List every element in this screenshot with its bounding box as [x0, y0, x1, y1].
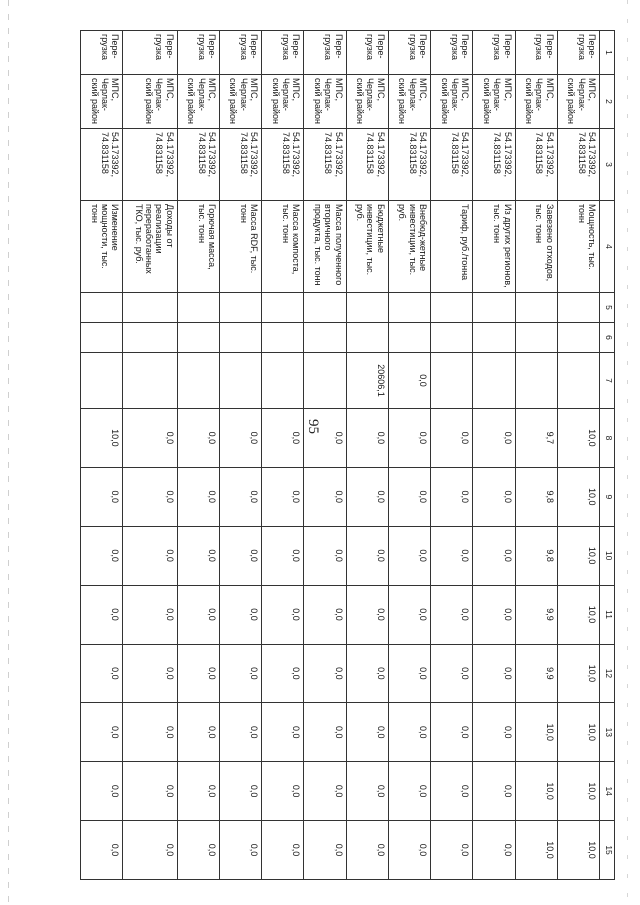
table-cell: 0,0 — [431, 526, 473, 585]
table-cell: Пере-грузка — [219, 31, 261, 75]
table-cell: 0,0 — [346, 467, 388, 526]
table-row — [219, 31, 261, 880]
table-cell: МПС, Черлак-ский район — [123, 75, 177, 129]
table-cell: МПС, Черлак-ский район — [473, 75, 515, 129]
table-cell: 0,0 — [262, 467, 304, 526]
table-cell: 54.173392, 74.831158 — [177, 129, 219, 201]
table-cell: 0,0 — [262, 762, 304, 821]
table-cell: 0,0 — [81, 467, 123, 526]
table-cell: 0,0 — [304, 585, 346, 644]
table-cell: 0,0 — [177, 762, 219, 821]
column-header: 5 — [600, 293, 615, 323]
table-row — [177, 31, 219, 880]
table-row — [81, 31, 123, 880]
table-cell — [177, 353, 219, 409]
table-cell: 0,0 — [346, 703, 388, 762]
table-cell: 0,0 — [123, 762, 177, 821]
table-cell — [515, 323, 557, 353]
table-cell — [304, 323, 346, 353]
table-cell: 0,0 — [346, 526, 388, 585]
table-cell — [431, 353, 473, 409]
table-cell: 10,0 — [557, 821, 599, 880]
table-cell: 9,7 — [515, 409, 557, 468]
table-cell: 0,0 — [123, 467, 177, 526]
table-cell: 9,8 — [515, 526, 557, 585]
table-cell: Пере-грузка — [473, 31, 515, 75]
table-cell: 0,0 — [219, 703, 261, 762]
table-cell: 54.173392, 74.831158 — [473, 129, 515, 201]
table-cell — [219, 293, 261, 323]
table-cell: 0,0 — [473, 467, 515, 526]
table-row — [304, 31, 346, 880]
table-cell: Горючая масса, тыс. тонн — [177, 201, 219, 293]
column-header: 11 — [600, 585, 615, 644]
column-header: 3 — [600, 129, 615, 201]
table-cell — [219, 323, 261, 353]
table-cell: 0,0 — [304, 467, 346, 526]
header-row — [600, 31, 615, 880]
table-cell — [81, 293, 123, 323]
table-cell: 0,0 — [346, 821, 388, 880]
table-cell: 0,0 — [304, 644, 346, 703]
table-cell: Мощность, тыс. тонн — [557, 201, 599, 293]
table-cell: 0,0 — [81, 585, 123, 644]
table-cell — [304, 293, 346, 323]
table-cell: 54.173392, 74.831158 — [81, 129, 123, 201]
table-cell: 0,0 — [262, 821, 304, 880]
table-cell: 10,0 — [515, 821, 557, 880]
table-cell: 0,0 — [431, 409, 473, 468]
table-cell: 0,0 — [177, 585, 219, 644]
table-cell: 0,0 — [177, 644, 219, 703]
table-cell — [219, 353, 261, 409]
table-cell: 0,0 — [304, 409, 346, 468]
column-header: 14 — [600, 762, 615, 821]
table-cell — [123, 323, 177, 353]
table-row — [515, 31, 557, 880]
table-cell: 0,0 — [388, 644, 430, 703]
table-cell — [262, 353, 304, 409]
table-cell: Пере-грузка — [515, 31, 557, 75]
table-cell: 0,0 — [262, 585, 304, 644]
table-cell — [262, 323, 304, 353]
table-cell: Пере-грузка — [557, 31, 599, 75]
table-cell: 0,0 — [262, 703, 304, 762]
table-cell: Пере-грузка — [81, 31, 123, 75]
table-cell: Изменение мощности, тыс. тонн — [81, 201, 123, 293]
table-cell: 0,0 — [346, 644, 388, 703]
table-row — [473, 31, 515, 880]
table-cell: 10,0 — [557, 585, 599, 644]
column-header: 4 — [600, 201, 615, 293]
table-cell: 0,0 — [177, 409, 219, 468]
column-header: 13 — [600, 703, 615, 762]
table-cell: 10,0 — [557, 526, 599, 585]
table-row — [388, 31, 430, 880]
table-cell: 0,0 — [473, 821, 515, 880]
table-cell: 54.173392, 74.831158 — [388, 129, 430, 201]
table-cell: 54.173392, 74.831158 — [515, 129, 557, 201]
table-cell — [473, 293, 515, 323]
column-header: 8 — [600, 409, 615, 468]
table-cell: 54.173392, 74.831158 — [219, 129, 261, 201]
table-cell: Масса полученного вторичного продукта, тыс. тонн — [304, 201, 346, 293]
table-cell: 0,0 — [473, 585, 515, 644]
table-cell: 20606,1 — [346, 353, 388, 409]
table-cell — [81, 353, 123, 409]
table-cell: 0,0 — [219, 467, 261, 526]
table-cell: 0,0 — [262, 526, 304, 585]
table-cell: 0,0 — [123, 703, 177, 762]
table-cell — [304, 353, 346, 409]
table-body — [81, 31, 600, 880]
table-cell: 0,0 — [473, 409, 515, 468]
table-cell: 0,0 — [431, 703, 473, 762]
table-cell: 0,0 — [388, 821, 430, 880]
table-cell: 0,0 — [219, 762, 261, 821]
table-cell: МПС, Черлак-ский район — [219, 75, 261, 129]
table-cell: 10,0 — [557, 409, 599, 468]
table-cell — [557, 293, 599, 323]
table-cell: 0,0 — [219, 409, 261, 468]
page-number: 95 — [305, 419, 321, 434]
table-cell: 0,0 — [388, 467, 430, 526]
table-cell: 10,0 — [557, 703, 599, 762]
table-cell: 0,0 — [473, 644, 515, 703]
column-header: 9 — [600, 467, 615, 526]
table-cell — [177, 293, 219, 323]
table-cell — [177, 323, 219, 353]
table-cell: 0,0 — [123, 644, 177, 703]
table-cell: 0,0 — [388, 353, 430, 409]
table-cell — [388, 293, 430, 323]
rotated-table-container — [80, 30, 615, 880]
table-cell — [123, 353, 177, 409]
table-cell — [262, 293, 304, 323]
table-cell: 0,0 — [304, 703, 346, 762]
table-cell: 0,0 — [346, 762, 388, 821]
table-cell: Тариф, руб./тонна — [431, 201, 473, 293]
table-cell — [473, 323, 515, 353]
table-cell: 10,0 — [81, 409, 123, 468]
table-cell: МПС, Черлак-ский район — [262, 75, 304, 129]
table-cell: 54.173392, 74.831158 — [304, 129, 346, 201]
column-header: 10 — [600, 526, 615, 585]
table-cell: 0,0 — [431, 467, 473, 526]
table-cell: 0,0 — [304, 821, 346, 880]
table-cell: 0,0 — [123, 526, 177, 585]
table-cell: Бюджетные инвестиции, тыс. руб. — [346, 201, 388, 293]
table-cell: МПС, Черлак-ский район — [304, 75, 346, 129]
table-cell — [346, 293, 388, 323]
table-cell: 10,0 — [557, 467, 599, 526]
table-cell: 0,0 — [177, 467, 219, 526]
table-cell: 0,0 — [262, 409, 304, 468]
table-cell: 0,0 — [473, 526, 515, 585]
table-cell: Внебюд-жетные инвестиции, тыс. руб. — [388, 201, 430, 293]
table-cell: 0,0 — [81, 762, 123, 821]
table-cell: Пере-грузка — [177, 31, 219, 75]
table-cell: 10,0 — [515, 703, 557, 762]
table-cell — [388, 323, 430, 353]
table-cell: 0,0 — [123, 821, 177, 880]
table-cell: 10,0 — [557, 762, 599, 821]
table-cell: Пере-грузка — [262, 31, 304, 75]
table-row — [557, 31, 599, 880]
table-cell: МПС, Черлак-ский район — [346, 75, 388, 129]
table-cell: 0,0 — [81, 821, 123, 880]
scan-edge-left — [8, 0, 9, 905]
table-cell — [557, 323, 599, 353]
table-cell: 0,0 — [219, 585, 261, 644]
table-row — [262, 31, 304, 880]
table-cell: 9,9 — [515, 644, 557, 703]
table-cell: Пере-грузка — [304, 31, 346, 75]
table-cell: МПС, Черлак-ский район — [388, 75, 430, 129]
table-cell: МПС, Черлак-ский район — [557, 75, 599, 129]
data-table — [80, 30, 615, 880]
table-cell: 0,0 — [431, 585, 473, 644]
column-header: 6 — [600, 323, 615, 353]
table-cell: 0,0 — [304, 526, 346, 585]
table-cell: 0,0 — [262, 644, 304, 703]
table-cell: 0,0 — [388, 703, 430, 762]
table-cell: МПС, Черлак-ский район — [81, 75, 123, 129]
table-cell: 0,0 — [431, 821, 473, 880]
table-cell: 0,0 — [177, 821, 219, 880]
table-cell: 0,0 — [388, 409, 430, 468]
table-cell: 54.173392, 74.831158 — [431, 129, 473, 201]
table-cell: 0,0 — [123, 585, 177, 644]
table-cell: 0,0 — [81, 526, 123, 585]
table-cell — [515, 293, 557, 323]
table-cell: МПС, Черлак-ский район — [515, 75, 557, 129]
scan-edge-right — [627, 0, 628, 905]
table-cell: Доходы от реализации переработанных ТКО, тыс. руб. — [123, 201, 177, 293]
table-cell: Пере-грузка — [431, 31, 473, 75]
table-cell: 9,9 — [515, 585, 557, 644]
table-cell: 0,0 — [81, 644, 123, 703]
table-cell: Пере-грузка — [388, 31, 430, 75]
table-cell — [515, 353, 557, 409]
table-cell: 0,0 — [304, 762, 346, 821]
column-header: 7 — [600, 353, 615, 409]
table-cell: Масса RDF, тыс. тонн — [219, 201, 261, 293]
table-cell: 9,8 — [515, 467, 557, 526]
table-cell: 0,0 — [219, 821, 261, 880]
table-cell: Из других регионов, тыс. тонн — [473, 201, 515, 293]
table-cell: 0,0 — [123, 409, 177, 468]
table-cell: 0,0 — [431, 762, 473, 821]
table-row — [123, 31, 177, 880]
table-cell: Пере-грузка — [346, 31, 388, 75]
table-cell — [557, 353, 599, 409]
table-cell: 0,0 — [388, 585, 430, 644]
table-cell: 0,0 — [219, 644, 261, 703]
table-cell: Масса компоста, тыс. тонн — [262, 201, 304, 293]
table-cell: 0,0 — [177, 703, 219, 762]
table-cell — [346, 323, 388, 353]
table-row — [431, 31, 473, 880]
table-cell: 0,0 — [431, 644, 473, 703]
table-cell: 0,0 — [177, 526, 219, 585]
table-cell: МПС, Черлак-ский район — [177, 75, 219, 129]
column-header: 15 — [600, 821, 615, 880]
table-cell — [81, 323, 123, 353]
table-cell: 10,0 — [557, 644, 599, 703]
table-cell: 54.173392, 74.831158 — [346, 129, 388, 201]
table-cell — [431, 323, 473, 353]
column-header: 12 — [600, 644, 615, 703]
table-cell: 54.173392, 74.831158 — [123, 129, 177, 201]
table-cell: 54.173392, 74.831158 — [557, 129, 599, 201]
table-cell: 0,0 — [473, 762, 515, 821]
table-cell: 0,0 — [346, 585, 388, 644]
table-cell: 10,0 — [515, 762, 557, 821]
table-cell: Завезено отходов, тыс. тонн — [515, 201, 557, 293]
table-cell: Пере-грузка — [123, 31, 177, 75]
table-cell: 0,0 — [473, 703, 515, 762]
table-cell: 0,0 — [388, 762, 430, 821]
table-cell — [123, 293, 177, 323]
table-row — [346, 31, 388, 880]
table-cell: МПС, Черлак-ский район — [431, 75, 473, 129]
column-header: 1 — [600, 31, 615, 75]
column-header: 2 — [600, 75, 615, 129]
table-cell: 0,0 — [388, 526, 430, 585]
table-cell: 0,0 — [81, 703, 123, 762]
table-cell: 54.173392, 74.831158 — [262, 129, 304, 201]
table-cell: 0,0 — [346, 409, 388, 468]
table-cell: 0,0 — [219, 526, 261, 585]
table-cell — [431, 293, 473, 323]
table-cell — [473, 353, 515, 409]
